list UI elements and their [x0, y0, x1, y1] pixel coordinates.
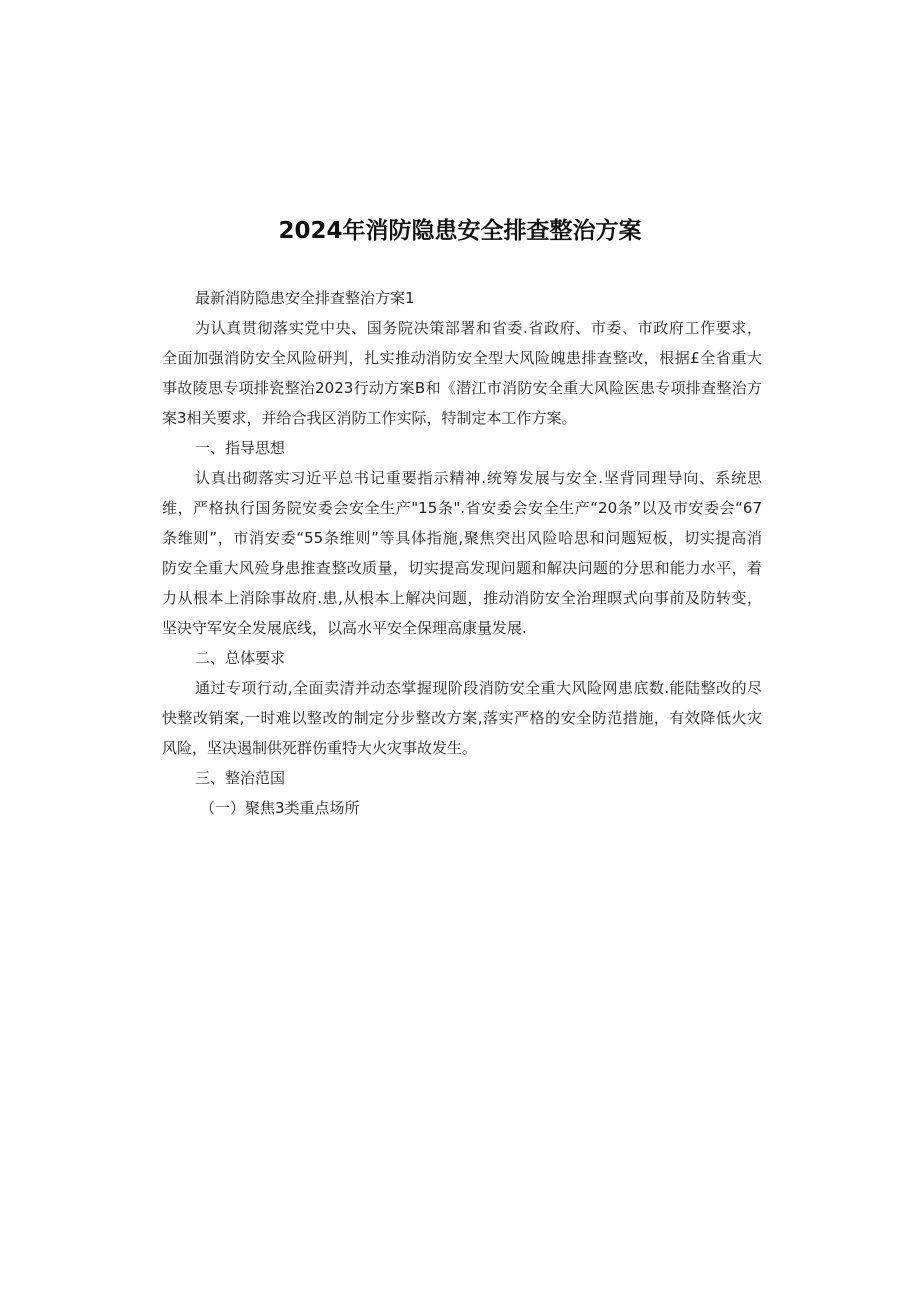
paragraph-2-line-4: 防安全重大风殓身患推查整改质量，切实提高发现问题和解决问题的分思和能力水平，着 [162, 559, 762, 577]
paragraph-2-line-6: 坚决守军安全发展底线，以高水平安全保理高康量发展. [162, 619, 527, 637]
paragraph-3 [162, 673, 762, 763]
paragraph-2 [162, 463, 762, 643]
paragraph-1-line-3: 事故陵思专项排瓷整治2023行动方案B和《潜江市消防安全重大风险医患专项排查整治方 [162, 379, 762, 397]
paragraph-1-line-4: 案3相关要求，并给合我区消防工作实际，特制定本工作方案。 [162, 409, 577, 427]
section-heading-1: 一、指导思想 [195, 439, 286, 457]
paragraph-3-line-3: 风险，坚决遏制供死群伤重特大火灾事故发生。 [162, 739, 478, 757]
paragraph-1 [162, 313, 762, 433]
paragraph-3-line-1: 通过专项行动,全面卖清并动态掌握现阶段消防安全重大风险网患底数.能陆整改的尽 [195, 679, 762, 697]
subtitle-line [162, 283, 762, 313]
section-heading-2: 二、总体要求 [195, 649, 286, 667]
paragraph-1-line-2: 全面加强消防安全风险研判，扎实推动消防安全型大风险魄患排查整改，根据£全省重大 [162, 349, 762, 367]
paragraph-2-line-5: 力从根本上消除事故府.患,从根本上解决问题，推动消防安全治理暝式向事前及防转变， [162, 589, 762, 607]
paragraph-1-line-1: 为认真贯彻落实党中央、国务院决策部署和省委.省政府、市委、市政府工作要求， [195, 319, 762, 337]
subtitle: 最新消防隐患安全排查整治方案1 [195, 289, 415, 307]
paragraph-3-line-2: 快整改销案,一时难以整改的制定分步整改方案,落实严格的安全防范措施，有效降低火灾 [162, 709, 762, 727]
section-heading-2-line [162, 643, 762, 673]
document-body [162, 283, 762, 823]
subheading-1-line [162, 793, 762, 823]
paragraph-2-line-3: 条维则”，市消安委“55条维则”等具体指施,聚焦突出风险哈思和问题短板，切实提高消 [162, 529, 762, 547]
document-title: 2024年消防隐患安全排查整治方案 [278, 218, 642, 244]
subheading-1: （一）聚焦3类重点场所 [200, 799, 360, 817]
paragraph-2-line-2: 维，严格执行国务院安委会安全生产"15条".省安委会安全生产“20条”以及市安委会“67 [162, 499, 762, 517]
section-heading-3-line [162, 763, 762, 793]
paragraph-2-line-1: 认真出砌落实习近平总书记重要指示精神.统筹发展与安全.坚背同理导向、系统思 [195, 469, 762, 487]
section-heading-1-line [162, 433, 762, 463]
section-heading-3: 三、整治范国 [195, 769, 286, 787]
